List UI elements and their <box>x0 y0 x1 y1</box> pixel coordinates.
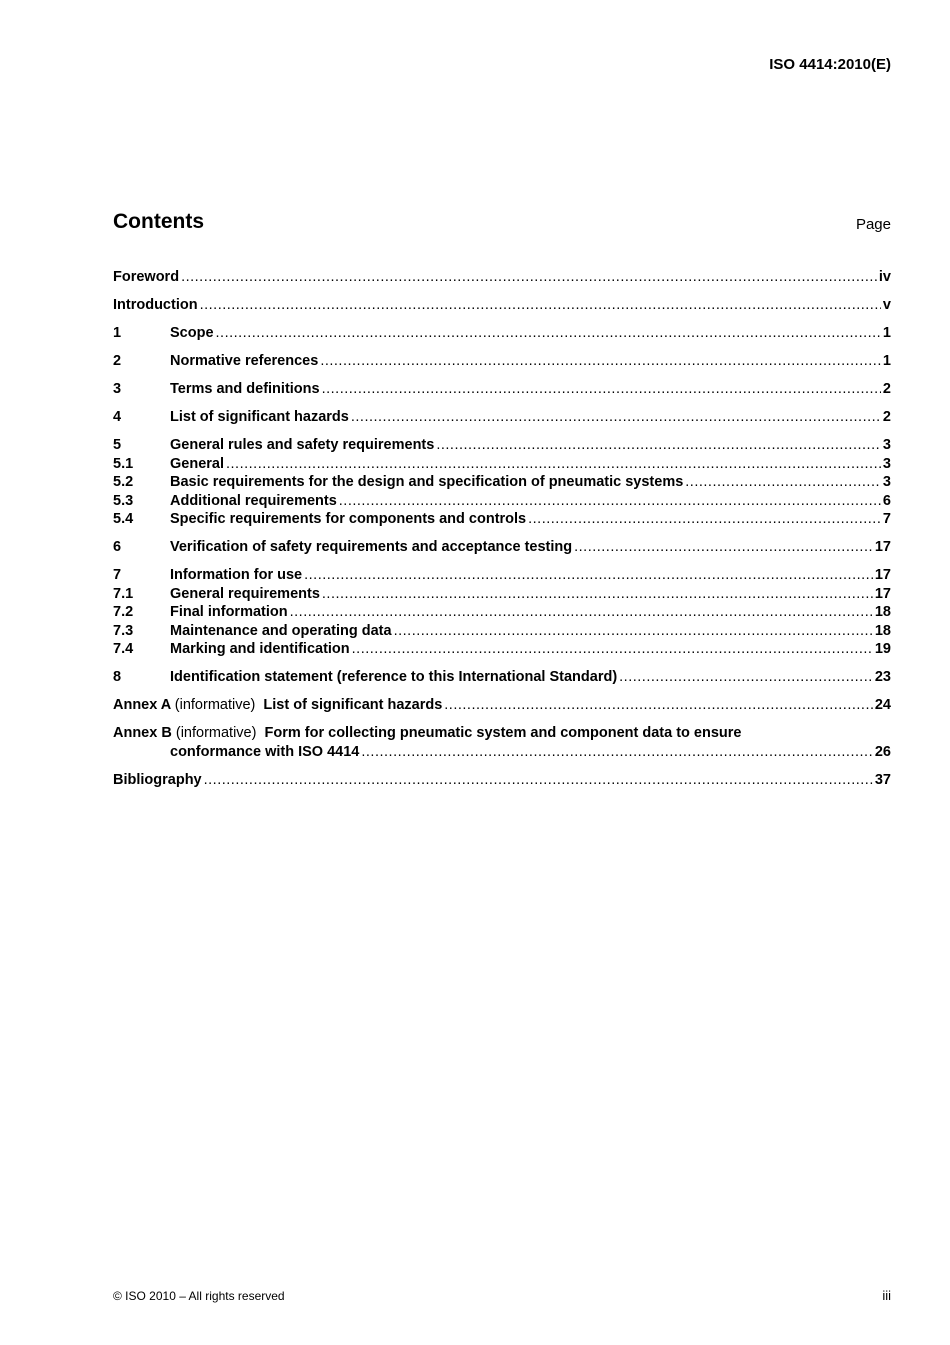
toc-entry-title: Verification of safety requirements and acceptance testing <box>170 539 573 555</box>
contents-heading: Contents <box>113 210 204 233</box>
toc-entry-page: 18 <box>874 604 891 620</box>
toc-entry-page: iv <box>878 269 891 285</box>
toc-entry-page: 7 <box>882 511 891 527</box>
toc-entry-number: 1 <box>113 325 122 341</box>
dot-leader <box>361 743 872 762</box>
dot-leader <box>339 492 881 511</box>
toc-entry-title: Foreword <box>113 269 180 285</box>
page-column-label: Page <box>855 216 891 233</box>
toc-entry-5[interactable] <box>113 436 891 455</box>
toc-entry-number: 2 <box>113 353 122 369</box>
toc-entry-number: 7.4 <box>113 641 134 657</box>
toc-entry-7[interactable] <box>113 566 891 585</box>
annex-prefix <box>113 724 741 743</box>
dot-leader <box>352 640 873 659</box>
toc-entry-number: 7.2 <box>113 604 134 620</box>
toc-entry-page: 2 <box>882 381 891 397</box>
toc-entry-7-1[interactable] <box>113 585 891 604</box>
toc-entry-page: 37 <box>874 771 891 788</box>
toc-entry-6[interactable] <box>113 538 891 557</box>
toc-entry-bibliography[interactable] <box>113 771 891 790</box>
toc-entry-title: Information for use <box>170 567 303 583</box>
toc-entry-number: 5.1 <box>113 455 134 472</box>
toc-entry-5-4[interactable] <box>113 510 891 529</box>
toc-entry-5-1[interactable] <box>113 455 891 474</box>
toc-entry-page: 18 <box>874 622 891 639</box>
toc-entry-page: 24 <box>874 697 891 713</box>
toc-entry-annex-b-continued[interactable] <box>113 743 891 762</box>
toc-entry-number: 7.1 <box>113 585 134 602</box>
toc-entry-title: Specific requirements for components and controls <box>170 511 527 527</box>
toc-entry-7-4[interactable] <box>113 640 891 659</box>
dot-leader <box>320 352 881 371</box>
toc-entry-number: 8 <box>113 669 122 685</box>
toc-entry-title: List of significant hazards <box>263 697 443 713</box>
table-of-contents <box>113 268 891 789</box>
toc-entry-number: 5.3 <box>113 492 134 509</box>
toc-entry-title: List of significant hazards <box>170 409 349 425</box>
dot-leader <box>204 771 873 790</box>
dot-leader <box>226 455 881 474</box>
dot-leader <box>322 585 873 604</box>
toc-entry-title: Basic requirements for the design and specification of pneumatic systems <box>170 474 684 490</box>
annex-type: (informative) <box>174 697 256 713</box>
toc-entry-7-3[interactable] <box>113 622 891 641</box>
dot-leader <box>528 510 881 529</box>
toc-entry-number: 5.4 <box>113 511 134 527</box>
toc-entry-8[interactable] <box>113 668 891 687</box>
toc-entry-number: 7 <box>113 567 122 583</box>
toc-entry-number: 7.3 <box>113 622 134 639</box>
toc-entry-page: 6 <box>882 492 891 509</box>
toc-entry-number: 4 <box>113 409 122 425</box>
dot-leader <box>394 622 873 641</box>
toc-entry-annex-b[interactable] <box>113 724 891 743</box>
toc-entry-1[interactable] <box>113 324 891 343</box>
document-identifier: ISO 4414:2010(E) <box>769 56 891 73</box>
toc-entry-title: Marking and identification <box>170 641 350 657</box>
toc-entry-page: 17 <box>874 585 891 602</box>
toc-entry-number: 3 <box>113 381 122 397</box>
dot-leader <box>304 566 873 585</box>
toc-entry-title-line1: Form for collecting pneumatic system and component data to ensure <box>264 725 742 741</box>
dot-leader <box>351 408 881 427</box>
toc-entry-page: 17 <box>874 539 891 555</box>
dot-leader <box>181 268 877 287</box>
toc-entry-4[interactable] <box>113 408 891 427</box>
toc-entry-introduction[interactable] <box>113 296 891 315</box>
toc-entry-title: Terms and definitions <box>170 381 320 397</box>
toc-entry-number: 5.2 <box>113 474 134 490</box>
copyright-notice: © ISO 2010 – All rights reserved <box>113 1289 285 1303</box>
toc-entry-page: 17 <box>874 567 891 583</box>
toc-entry-title: Final information <box>170 604 288 620</box>
toc-entry-title: General requirements <box>170 585 320 602</box>
toc-entry-2[interactable] <box>113 352 891 371</box>
toc-entry-title: Additional requirements <box>170 492 337 509</box>
annex-type: (informative) <box>175 725 257 741</box>
toc-entry-5-2[interactable] <box>113 473 891 492</box>
toc-entry-title: Bibliography <box>113 771 202 788</box>
annex-label: Annex A <box>113 697 171 713</box>
annex-prefix <box>113 696 442 715</box>
toc-entry-page: 3 <box>882 455 891 472</box>
dot-leader <box>619 668 873 687</box>
toc-entry-title: Normative references <box>170 353 319 369</box>
toc-entry-number: 6 <box>113 539 122 555</box>
toc-entry-5-3[interactable] <box>113 492 891 511</box>
dot-leader <box>436 436 881 455</box>
annex-label: Annex B <box>113 725 172 741</box>
toc-entry-title: Maintenance and operating data <box>170 622 392 639</box>
toc-entry-number: 5 <box>113 437 122 453</box>
toc-entry-page: v <box>882 297 891 313</box>
dot-leader <box>685 473 881 492</box>
dot-leader <box>290 603 873 622</box>
dot-leader <box>322 380 881 399</box>
toc-entry-title: General rules and safety requirements <box>170 437 435 453</box>
dot-leader <box>444 696 873 715</box>
toc-entry-title-line2: conformance with ISO 4414 <box>170 743 360 760</box>
toc-entry-page: 1 <box>882 325 891 341</box>
toc-entry-page: 26 <box>874 743 891 760</box>
toc-entry-page: 19 <box>874 641 891 657</box>
toc-entry-3[interactable] <box>113 380 891 399</box>
toc-entry-page: 1 <box>882 353 891 369</box>
toc-entry-page: 3 <box>882 437 891 453</box>
toc-entry-title: Introduction <box>113 297 198 313</box>
toc-entry-foreword[interactable] <box>113 268 891 287</box>
toc-entry-title: Scope <box>170 325 214 341</box>
toc-entry-page: 23 <box>874 669 891 685</box>
toc-entry-7-2[interactable] <box>113 603 891 622</box>
toc-entry-page: 2 <box>882 409 891 425</box>
dot-leader <box>216 324 881 343</box>
toc-entry-title: General <box>170 455 224 472</box>
toc-entry-annex-a[interactable] <box>113 696 891 715</box>
page-number: iii <box>882 1288 891 1303</box>
toc-entry-page: 3 <box>882 474 891 490</box>
dot-leader <box>574 538 873 557</box>
toc-entry-title: Identification statement (reference to this International Standard) <box>170 669 618 685</box>
dot-leader <box>200 296 881 315</box>
